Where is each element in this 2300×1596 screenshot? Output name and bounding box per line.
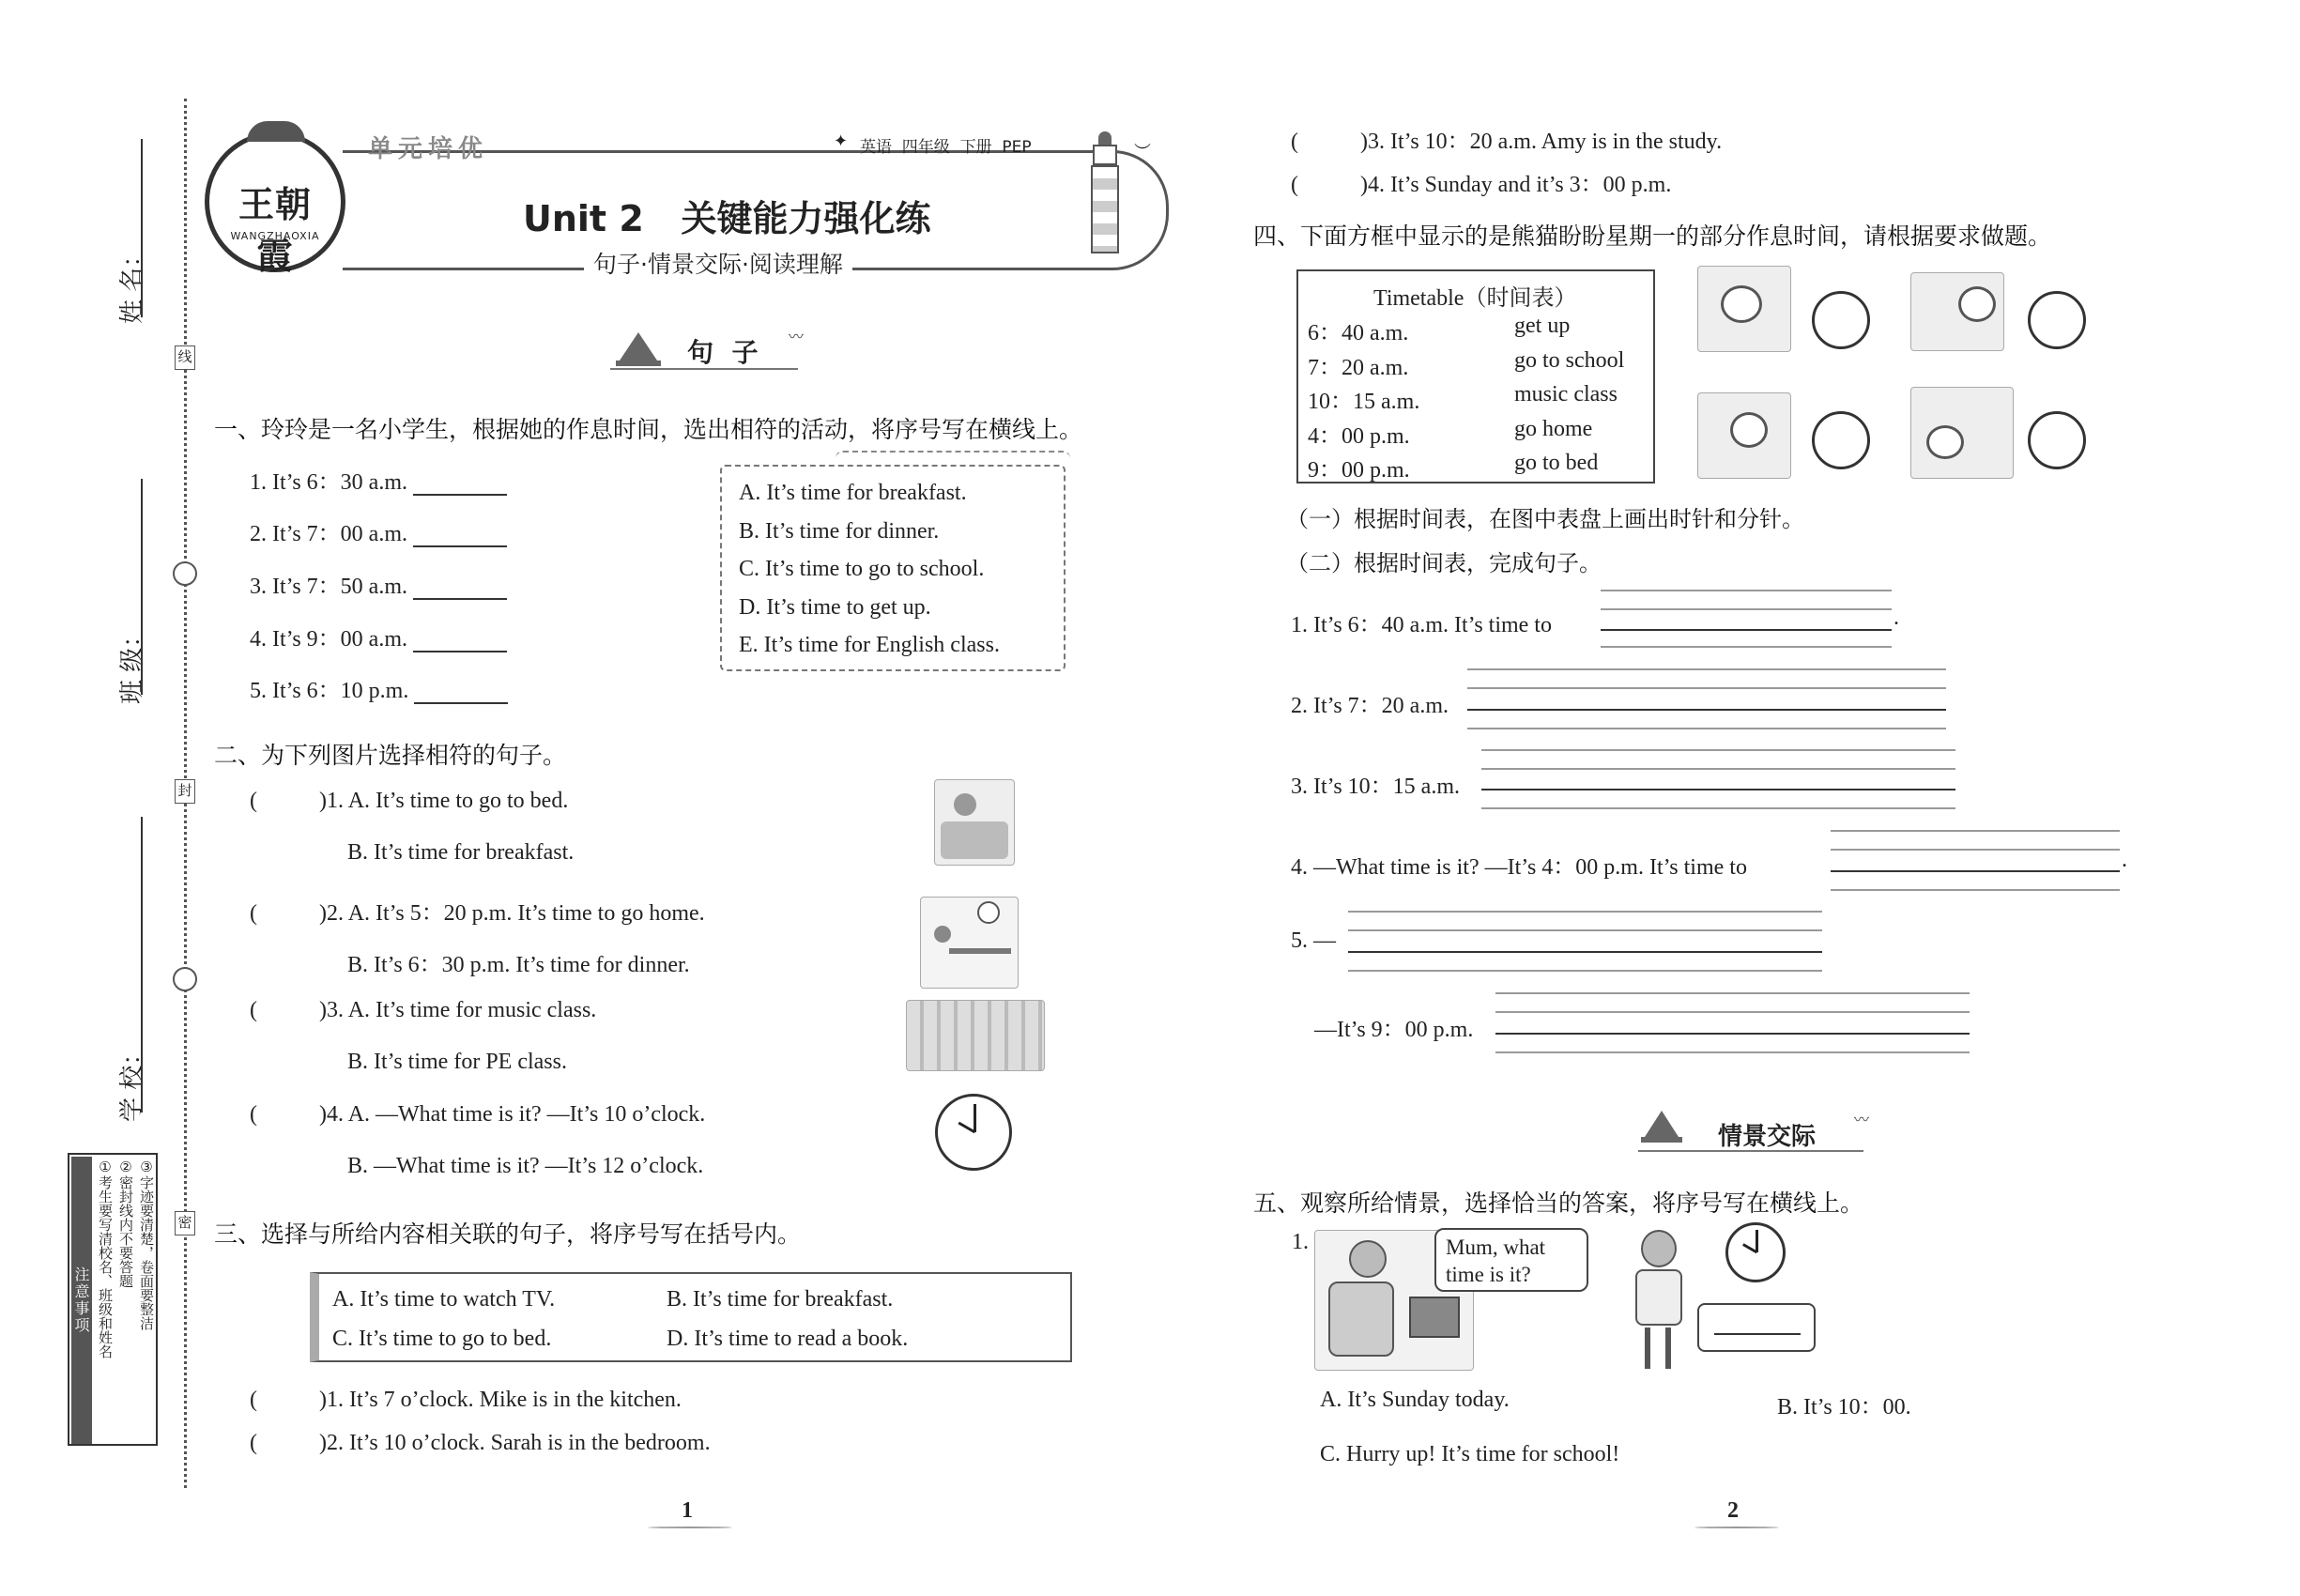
q1-option: B. It’s time for dinner. [739, 518, 940, 544]
logo-ring-text: WANGZHAOXIA [230, 230, 320, 242]
wave-icon: 〰 [1854, 1111, 1870, 1128]
guide-line [1495, 1011, 1970, 1013]
guide-line [1831, 889, 2120, 891]
q1-item-text: 5. It’s 6：10 p.m. [250, 679, 409, 703]
answer-paren[interactable]: ( [250, 998, 257, 1022]
timetable-time: 4：00 p.m. [1308, 424, 1410, 449]
timetable-time: 6：40 a.m. [1308, 321, 1409, 345]
answer-paren[interactable]: ( [250, 1431, 257, 1455]
sailboat-hull-icon [1641, 1137, 1682, 1143]
picture-panda-go-to-bed [1910, 387, 2014, 479]
timetable-time: 9：00 p.m. [1308, 458, 1410, 483]
picture-boy-in-bed [934, 779, 1015, 866]
logo-text: 王朝霞 [238, 183, 312, 277]
sentence-end: . [2122, 848, 2127, 872]
writing-line[interactable] [1348, 951, 1822, 953]
lighthouse-icon [1089, 131, 1121, 253]
timetable-title: Timetable（时间表） [1373, 286, 1577, 311]
guide-line [1495, 992, 1970, 994]
scissor-icon [173, 561, 197, 586]
blank-clock-face[interactable] [2028, 411, 2086, 469]
answer-blank[interactable] [413, 577, 507, 600]
class-label: 班 级： [118, 622, 146, 704]
q3-item [1291, 165, 1671, 198]
blank-clock-face[interactable] [1812, 291, 1870, 349]
section-underline [1638, 1150, 1863, 1152]
timetable-time: 10：15 a.m. [1308, 390, 1420, 414]
guide-line [1348, 929, 1822, 931]
q1-item [250, 620, 507, 652]
sparkle-icon: ✦ [834, 131, 849, 151]
answer-paren[interactable]: ( [250, 789, 257, 813]
q1-option: C. It’s time to go to school. [739, 557, 985, 581]
answer-blank[interactable] [413, 473, 507, 496]
answer-blank[interactable] [413, 630, 507, 652]
q1-item [250, 463, 507, 496]
q3-item-text: )1. It’s 7 o’clock. Mike is in the kitchen. [319, 1388, 682, 1412]
q4-sub1: （一）根据时间表，在图中表盘上画出时针和分针。 [1286, 506, 1804, 532]
guide-line [1348, 911, 1822, 913]
q4-sentence: 3. It’s 10：15 a.m. [1291, 775, 1460, 799]
picture-panda-go-to-school [1910, 272, 2004, 351]
wave-icon: 〰 [789, 328, 805, 345]
guide-line [1467, 687, 1946, 689]
page-number: 2 [1727, 1498, 1739, 1523]
q3-item-text: )2. It’s 10 o’clock. Sarah is in the bedroom. [319, 1431, 711, 1455]
q3-item-text: )4. It’s Sunday and it’s 3：00 p.m. [1360, 173, 1672, 197]
book-meta: 英语 四年级 下册 PEP [860, 138, 1032, 157]
q1-option: D. It’s time to get up. [739, 594, 931, 620]
q3-item [250, 1388, 682, 1413]
guide-line [1831, 849, 2120, 851]
q2-item [250, 1102, 705, 1128]
sailboat-icon [620, 332, 657, 361]
q5-option: C. Hurry up! It’s time for school! [1320, 1442, 1620, 1466]
q3-item [250, 1431, 711, 1456]
clock-icon [935, 1094, 1012, 1171]
q3-item [1291, 122, 1722, 155]
q2-item [250, 894, 705, 927]
q2-option-b: B. It’s time for PE class. [347, 1050, 567, 1074]
q4-sentence: 4. —What time is it? —It’s 4：00 p.m. It’s time to [1291, 855, 1747, 880]
answer-paren[interactable]: ( [1291, 173, 1298, 197]
wave-decoration [1694, 1527, 1779, 1528]
q4-sentence: 2. It’s 7：20 a.m. [1291, 694, 1449, 718]
timetable-activity: go home [1514, 417, 1593, 441]
q1-options-box [720, 465, 1066, 671]
q1-item [250, 671, 508, 704]
q4-sentence: 5. — [1291, 928, 1336, 953]
crown-icon [247, 121, 305, 142]
answer-paren[interactable]: ( [1291, 130, 1298, 154]
unit-title: Unit 2 关键能力强化练 [523, 198, 931, 239]
picture-panda-get-up [1697, 266, 1791, 352]
page-number: 1 [682, 1498, 693, 1523]
notice-box [68, 1153, 158, 1446]
guide-line [1348, 970, 1822, 972]
guide-line [1481, 768, 1955, 770]
q2-num: )1. [319, 789, 344, 813]
answer-blank[interactable] [1714, 1326, 1801, 1335]
wave-decoration [648, 1527, 732, 1528]
q1-item-text: 1. It’s 6：30 a.m. [250, 470, 407, 495]
unit-subtitle: 句子·情景交际·阅读理解 [584, 244, 852, 282]
q1-item-text: 4. It’s 9：00 a.m. [250, 627, 407, 652]
picture-mother [1632, 1230, 1686, 1371]
notice-title: 注意事项 [71, 1157, 92, 1444]
guide-line [1481, 749, 1955, 751]
guide-line [1601, 590, 1892, 591]
sailboat-hull-icon [616, 361, 661, 366]
answer-bubble [1697, 1303, 1816, 1352]
q5-num: 1. [1292, 1230, 1309, 1254]
q3-option: B. It’s time for breakfast. [667, 1287, 894, 1312]
notice-item: ①考生要写清校名、班级和姓名 [97, 1159, 114, 1358]
cut-mark-feng: 封 [175, 779, 195, 804]
q2-option-a: A. It’s time to go to bed. [347, 789, 569, 813]
timetable-activity: go to bed [1514, 451, 1599, 475]
class-field[interactable] [141, 479, 143, 695]
q2-option-a: A. It’s 5：20 p.m. It’s time to go home. [347, 901, 705, 926]
speech-bubble-text: Mum, what time is it? [1446, 1235, 1546, 1286]
timetable-activity: go to school [1514, 348, 1625, 373]
picture-panda-music-class [1697, 392, 1791, 479]
q1-item-text: 2. It’s 7：00 a.m. [250, 522, 407, 546]
writing-line[interactable] [1601, 629, 1892, 631]
sailboat-icon [1645, 1111, 1679, 1137]
q3-title: 三、选择与所给内容相关联的句子，将序号写在括号内。 [214, 1220, 802, 1248]
q2-option-b: B. —What time is it? —It’s 12 o’clock. [347, 1154, 704, 1178]
brand-logo [205, 131, 345, 277]
q4-sub2: （二）根据时间表，完成句子。 [1286, 550, 1602, 576]
q2-option-b: B. It’s time for breakfast. [347, 840, 575, 865]
name-label: 姓 名： [118, 242, 146, 324]
guide-line [1831, 830, 2120, 832]
notice-item: ②密封线内不要答题 [117, 1159, 134, 1288]
section-heading-juzi: 句 子 [687, 337, 759, 368]
q2-num: )2. [319, 901, 344, 926]
q2-item [250, 789, 568, 814]
q2-option-a: A. —What time is it? —It’s 10 o’clock. [347, 1102, 706, 1127]
q2-num: )4. [319, 1102, 344, 1127]
guide-line [1601, 646, 1892, 648]
q3-option: D. It’s time to read a book. [667, 1327, 909, 1351]
q2-num: )3. [319, 998, 344, 1022]
timetable-activity: music class [1514, 382, 1618, 407]
q5-option: B. It’s 10：00. [1777, 1395, 1911, 1420]
guide-line [1495, 1051, 1970, 1053]
answer-paren[interactable]: ( [250, 901, 257, 926]
q3-item-text: )3. It’s 10：20 a.m. Amy is in the study. [1360, 130, 1723, 154]
clock-icon [1725, 1222, 1786, 1282]
timetable-activity: get up [1514, 314, 1571, 338]
q3-options-box [310, 1272, 1072, 1362]
q1-item [250, 567, 507, 600]
gull-icon: ︶ [1134, 143, 1151, 162]
cut-mark-xian: 线 [175, 345, 195, 370]
q4-sentence: 1. It’s 6：40 a.m. It’s time to [1291, 613, 1552, 637]
speech-bubble [1434, 1228, 1588, 1292]
q5-option: A. It’s Sunday today. [1320, 1388, 1510, 1412]
q2-option-a: A. It’s time for music class. [347, 998, 597, 1022]
series-label: 单元培优 [368, 135, 489, 163]
writing-line[interactable] [1481, 789, 1955, 790]
picture-music-class [906, 1000, 1045, 1071]
scissor-icon [173, 967, 197, 991]
q1-item [250, 514, 507, 547]
school-label: 学 校： [118, 1040, 146, 1122]
timetable [1296, 269, 1655, 483]
name-field[interactable] [141, 139, 143, 317]
q2-item [250, 998, 596, 1023]
cut-mark-mi: 密 [175, 1211, 195, 1235]
answer-paren[interactable]: ( [250, 1102, 257, 1127]
blank-clock-face[interactable] [2028, 291, 2086, 349]
q1-title: 一、玲玲是一名小学生，根据她的作息时间，选出相符的活动，将序号写在横线上。 [214, 416, 1083, 443]
picture-girl-at-table [920, 897, 1019, 989]
section-heading-qingjing: 情景交际 [1718, 1123, 1817, 1151]
writing-line[interactable] [1495, 1033, 1970, 1035]
q2-title: 二、为下列图片选择相符的句子。 [214, 742, 567, 769]
q1-item-text: 3. It’s 7：50 a.m. [250, 575, 407, 599]
section-underline [610, 368, 798, 370]
answer-blank[interactable] [414, 682, 508, 704]
notice-item: ③字迹要清楚，卷面要整洁 [138, 1159, 155, 1330]
sentence-end: . [1894, 606, 1899, 630]
q3-option: C. It’s time to go to bed. [332, 1327, 552, 1351]
q4-sentence: —It’s 9：00 p.m. [1314, 1018, 1474, 1042]
q4-title: 四、下面方框中显示的是熊猫盼盼星期一的部分作息时间，请根据要求做题。 [1253, 223, 2052, 250]
timetable-time: 7：20 a.m. [1308, 356, 1409, 380]
writing-line[interactable] [1831, 870, 2120, 872]
q1-option: A. It’s time for breakfast. [739, 481, 967, 505]
q2-option-b: B. It’s 6：30 p.m. It’s time for dinner. [347, 953, 690, 977]
writing-line[interactable] [1467, 709, 1946, 711]
guide-line [1467, 668, 1946, 670]
school-field[interactable] [141, 817, 143, 1113]
q5-title: 五、观察所给情景，选择恰当的答案，将序号写在横线上。 [1253, 1189, 1864, 1217]
answer-paren[interactable]: ( [250, 1388, 257, 1412]
guide-line [1601, 608, 1892, 610]
q3-option: A. It’s time to watch TV. [332, 1287, 556, 1312]
answer-blank[interactable] [413, 525, 507, 547]
binding-margin [0, 0, 192, 1596]
guide-line [1467, 728, 1946, 729]
guide-line [1481, 807, 1955, 809]
blank-clock-face[interactable] [1812, 411, 1870, 469]
q1-option: E. It’s time for English class. [739, 633, 1000, 657]
